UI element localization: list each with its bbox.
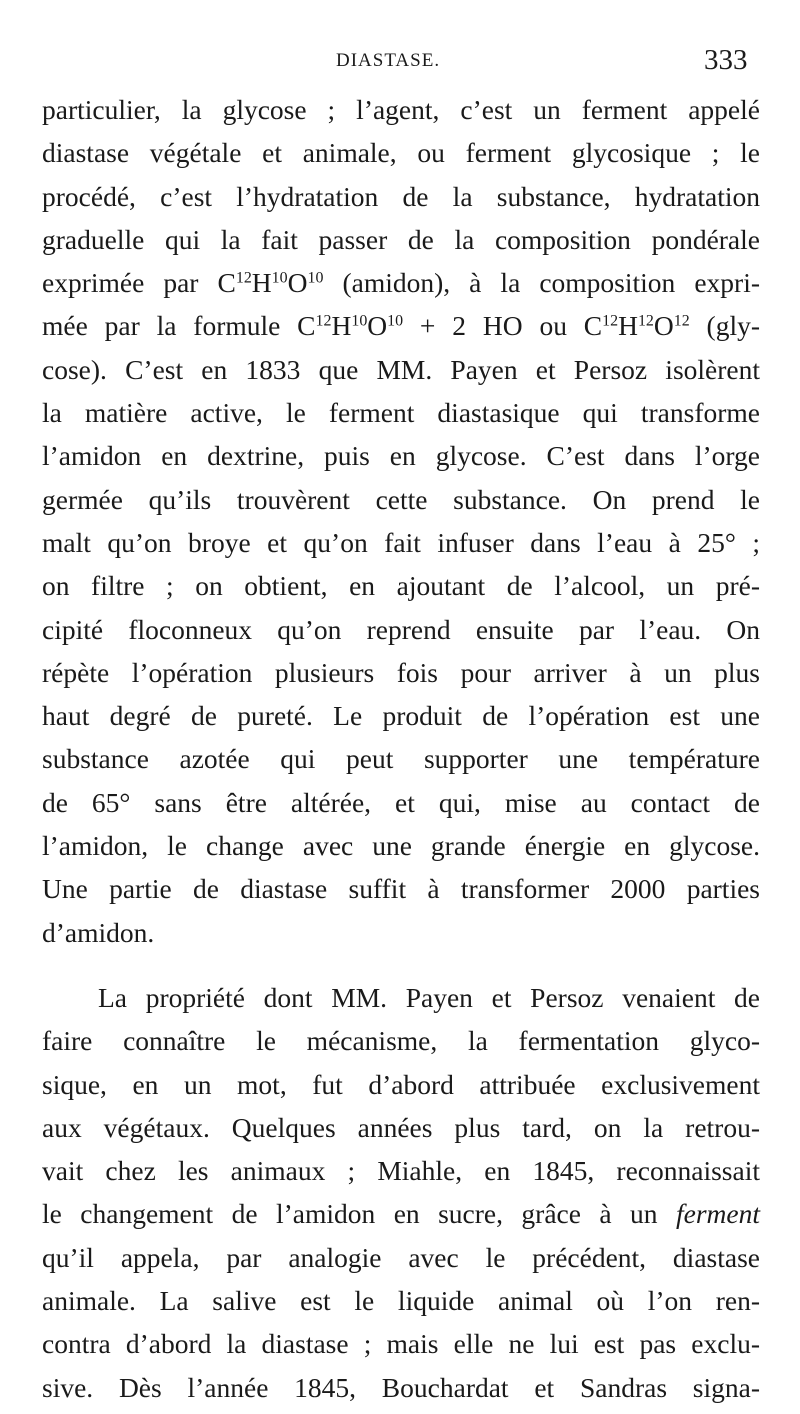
text-line: répète l’opération plusieurs fois pour arriver à un plus	[42, 656, 760, 688]
page-number: 333	[704, 44, 748, 76]
text-line: exprimée par $C^{12}H^{10}O^{10}$ (amidon), à la composition expri-	[42, 267, 760, 299]
text-line: animale. La salive est le liquide animal où l’on ren-	[42, 1285, 760, 1317]
text-line: la matière active, le ferment diastasique qui transforme	[42, 397, 760, 429]
text-line: cose). C’est en 1833 que MM. Payen et Persoz isolèrent	[42, 353, 760, 385]
text-line: aux végétaux. Quelques années plus tard, on la retrou-	[42, 1111, 760, 1143]
text-line: de 65° sans être altérée, et qui, mise au contact de	[42, 786, 760, 818]
text-line: contra d’abord la diastase ; mais elle ne lui est pas exclu-	[42, 1328, 760, 1360]
text-line: sive. Dès l’année 1845, Bouchardat et Sandras signa-	[42, 1371, 760, 1403]
text-line: mée par la formule $C^{12}H^{10}O^{10} + 2$ HO ou $C^{12}H^{12}O^{12}$ (gly-	[42, 310, 761, 342]
text-line: qu’il appela, par analogie avec le précédent, diastase	[42, 1241, 760, 1273]
text-line: diastase végétale et animale, ou ferment glycosique ; le	[42, 137, 760, 169]
text-line: particulier, la glycose ; l’agent, c’est un ferment appelé	[42, 94, 760, 125]
text-line: Une partie de diastase suffit à transformer 2000 parties	[42, 873, 760, 905]
text-line: graduelle qui la fait passer de la composition pondérale	[42, 223, 760, 255]
text-line: substance azotée qui peut supporter une température	[42, 743, 760, 775]
text-line: sique, en un mot, fut d’abord attribuée exclusivement	[42, 1068, 760, 1100]
text-line: La propriété dont MM. Payen et Persoz venaient de	[98, 981, 760, 1013]
text-line: procédé, c’est l’hydratation de la substance, hydratation	[42, 180, 760, 212]
running-head-title: DIASTASE.	[336, 50, 441, 71]
text-line: germée qu’ils trouvèrent cette substance. On prend le	[42, 483, 760, 515]
text-line: le changement de l’amidon en sucre, grâce à un ferment	[42, 1198, 760, 1230]
text-line: d’amidon.	[42, 916, 155, 948]
body-text	[42, 88, 760, 1409]
text-line: on filtre ; on obtient, en ajoutant de l’alcool, un pré-	[42, 570, 760, 602]
text-line: faire connaître le mécanisme, la fermentation glyco-	[42, 1025, 760, 1057]
text-line: haut degré de pureté. Le produit de l’opération est une	[42, 700, 760, 732]
text-line: l’amidon en dextrine, puis en glycose. C’est dans l’orge	[42, 440, 760, 472]
paragraph-1	[42, 88, 760, 954]
paragraph-2	[42, 976, 760, 1409]
text-line: l’amidon, le change avec une grande énergie en glycose.	[42, 830, 760, 862]
text-line: vait chez les animaux ; Miahle, en 1845, reconnaissait	[42, 1155, 760, 1187]
paragraph-gap	[42, 954, 760, 976]
running-head	[0, 46, 800, 76]
text-line: cipité floconneux qu’on reprend ensuite par l’eau. On	[42, 613, 760, 645]
text-line: malt qu’on broye et qu’on fait infuser dans l’eau à 25° ;	[42, 526, 760, 558]
